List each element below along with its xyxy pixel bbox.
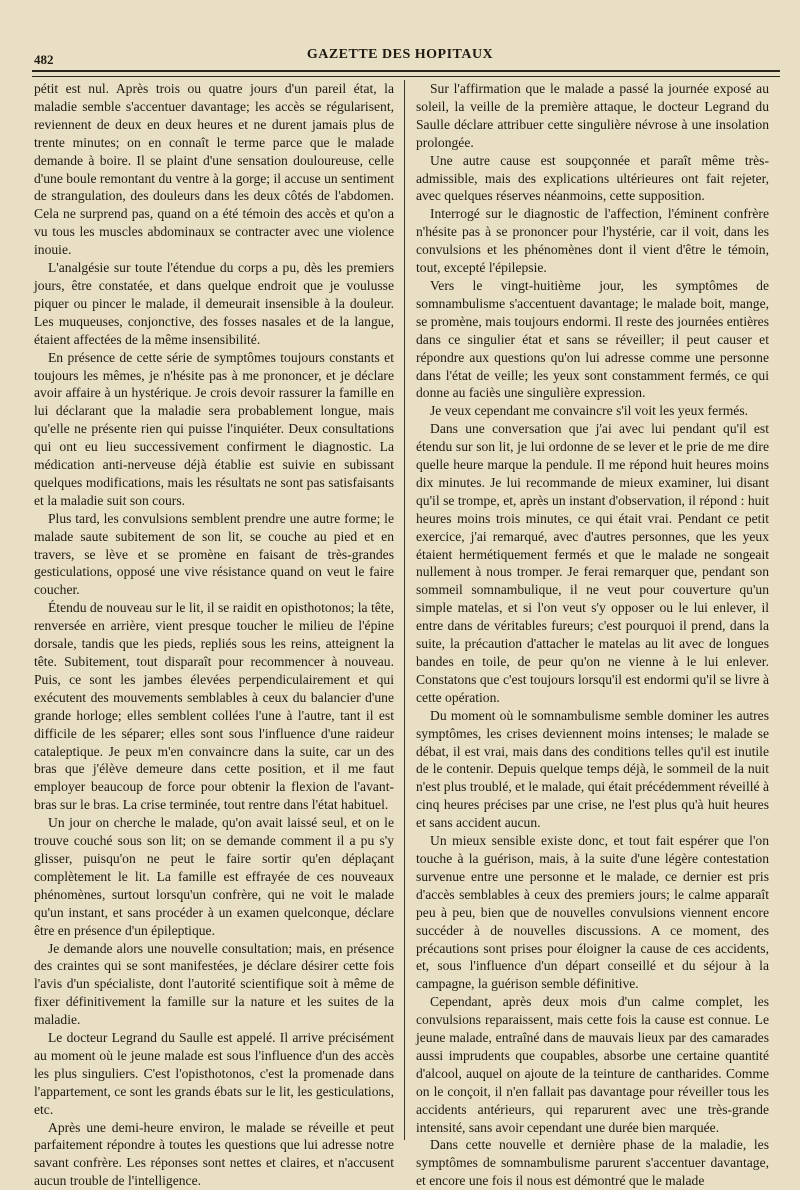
paragraph: Un mieux sensible existe donc, et tout fait espérer que l'on touche à la guérison, mais, à la suite d'une légère contestation survenue entre une personne et le malade, ce dernier est pris d'accès semblables à ceux des premiers jours; le calme apparaît peu à peu, bien que de nouvelles convulsions viennent encore succéder à de nouvelles discussions. A ce moment, des précautions sont prises pour éloigner la cause de ces accidents, et, sous l'influence d'un départ conseillé et du séjour à la campagne, la guérison semble définitive. (416, 833, 769, 992)
header-rule-thin (32, 76, 780, 77)
journal-title: GAZETTE DES HOPITAUX (306, 47, 494, 62)
paragraph: pétit est nul. Après trois ou quatre jours d'un pareil état, la maladie semble s'accentuer davantage; les accès se régularisent, reviennent de deux en deux heures et ne durent jamais plus de trente minutes; on en connaît le terme parce que le malade demande à boire. Il se plaint d'une sensation douloureuse, celle d'une boule remontant du ventre à la gorge; il accuse un sentiment de strangulation, des douleurs dans les deux côtés de l'abdomen. Cela ne surprend pas, quand on a été témoin des accès et qu'on a vu tous les muscles abdominaux se contracter avec une violence inouie. (34, 81, 394, 258)
paragraph: L'analgésie sur toute l'étendue du corps a pu, dès les premiers jours, être constatée, et dans quelque endroit que je voulusse piquer ou pincer le malade, il demeurait insensible à la douleur. Les muqueuses, conjonctive, des fosses nasales et de la langue, étaient affectées de la même insensibilité. (34, 260, 394, 347)
paragraph: Je veux cependant me convaincre s'il voit les yeux fermés. (430, 403, 749, 419)
paragraph: Du moment où le somnambulisme semble dominer les autres symptômes, les crises deviennent moins intenses; le malade se débat, il est vrai, mais dans des conditions telles qu'il est inutile de le contenir. Depuis quelque temps déjà, le sommeil de la nuit n'est plus troublé, et le malade, qui était précédemment réveillé à cinq heures précises par une crise, ne l'est plus qu'à huit heures et sans accident aucun. (416, 707, 769, 831)
paragraph: Dans cette nouvelle et dernière phase de la maladie, les symptômes de somnambulisme parurent s'accentuer davantage, et encore une fois il nous est démontré que le malade (416, 1137, 769, 1189)
paragraph: Interrogé sur le diagnostic de l'affection, l'éminent confrère n'hésite pas à se prononcer pour l'hystérie, car il voit, dans les convulsions et les phénomènes dont il vient d'être le témoin, tout, excepté l'épilepsie. (416, 206, 769, 276)
paragraph: Sur l'affirmation que le malade a passé la journée exposé au soleil, la veille de la première attaque, le docteur Legrand du Saulle déclare attribuer cette singulière névrose à une insolation prolongée. (416, 81, 769, 150)
paragraph: Vers le vingt-huitième jour, les symptômes de somnambulisme s'accentuent davantage; le malade boit, mange, se promène, mais toujours endormi. Il reste des journées entières dans ce singulier état et sans se réveiller; il peut causer et répondre aux questions qu'on lui adresse comme une personne dans l'état de veille; les yeux sont constamment fermés, ce qui donne au faciès une singulière expression. (416, 277, 769, 401)
paragraph: Une autre cause est soupçonnée et paraît même très-admissible, mais des explications ultérieures ont fait rejeter, avec quelques réserves néanmoins, cette supposition. (416, 152, 769, 204)
paragraph: Après une demi-heure environ, le malade se réveille et peut parfaitement répondre à toutes les questions que lui adresse notre savant confrère. Les réponses sont nettes et claires, et n'accusent aucun trouble de l'intelligence. (34, 1119, 394, 1189)
paragraph: Un jour on cherche le malade, qu'on avait laissé seul, et on le trouve couché sous son lit; on se demande comment il a pu s'y glisser, puisqu'on ne peut le faire sortir qu'en déplaçant complètement le lit. La famille est effrayée de ces nouveaux phénomènes, surtout lorsqu'un confrère, qui ne voit le malade qu'un instant, et sans procéder à un examen quelconque, déclare être en présence d'un épileptique. (34, 815, 394, 938)
right-column (416, 80, 769, 1190)
column-divider (404, 80, 405, 1140)
page-number: 482 (34, 52, 54, 67)
paragraph: Je demande alors une nouvelle consultation; mais, en présence des craintes qui se sont manifestées, je déclare désirer cette fois l'avis d'un spécialiste, dont l'autorité scientifique soit à même de fixer définitivement la famille sur la nature et les suites de la maladie. (34, 940, 394, 1028)
left-column (34, 80, 394, 1190)
paragraph: Le docteur Legrand du Saulle est appelé. Il arrive précisément au moment où le jeune malade est sous l'influence d'un des accès les plus singuliers. C'est l'opisthotonos, c'est la promenade dans l'appartement, ce sont les grands ébats sur le lit, les gesticulations, etc. (34, 1030, 394, 1117)
paragraph: En présence de cette série de symptômes toujours constants et toujours les mêmes, je n'hésite pas à me prononcer, et je déclare avoir affaire à un hystérique. Je crois devoir rassurer la famille en lui déclarant que la maladie sera probablement longue, mais qu'elle ne présente rien qui puisse l'inquiéter. Deux consultations qui ont eu lieu successivement confirment le diagnostic. La médication anti-nerveuse déjà établie est suivie en subissant quelques modifications, mais les résultats ne sont pas satisfaisants et la maladie suit son cours. (34, 349, 394, 508)
paragraph: Plus tard, les convulsions semblent prendre une autre forme; le malade saute subitement de son lit, se couche au pied et en travers, se lève et se promène en faisant de très-grandes gesticulations, opposé une vive résistance quand on veut le faire coucher. (34, 510, 394, 598)
paragraph: Cependant, après deux mois d'un calme complet, les convulsions reparaissent, mais cette fois la cause est connue. Le jeune malade, entraîné dans de mauvais lieux par des camarades aussi imprudents que coupables, absorbe une certaine quantité d'alcool, auquel on ajoute de la teinture de cantharides. Comme on le conçoit, il n'en fallait pas davantage pour réveiller tous les accidents antérieurs, qui reparurent avec une très-grande intensité, sans avoir cependant une durée bien marquée. (416, 994, 769, 1135)
header-rule-thick (32, 70, 780, 72)
paragraph: Étendu de nouveau sur le lit, il se raidit en opisthotonos; la tête, renversée en arrière, vient presque toucher le milieu de l'épine dorsale, tandis que les pieds, repliés sous les reins, atteignent la tête. Subitement, tout disparaît pour recommencer à nouveau. Puis, ce sont les jambes élevées perpendiculairement et qui exécutent des mouvements semblables à ceux du balancier d'une grande horloge; elles semblent collées l'une à l'autre, tant il est difficile de les séparer; elles sont sous l'influence d'une raideur cataleptique. Je peux m'en convaincre dans la suite, car un des bras que j'élève demeure dans cette position, et il me faut employer beaucoup de force pour obtenir la flexion de l'avant-bras sur le bras. La crise terminée, tout rentre dans l'état habituel. (34, 600, 394, 813)
paragraph: Dans une conversation que j'ai avec lui pendant qu'il est étendu sur son lit, je lui ordonne de se lever et le prie de me dire quelle heure marque la pendule. Il me répond huit heures moins dix minutes. Je lui recommande de mieux examiner, lui disant qu'il se trompe, et, après un instant d'observation, il répond : huit heures moins trois minutes, ce qui était vrai. Pendant ce petit exercice, j'ai remarqué, avec d'autres personnes, que les yeux étaient hermétiquement fermés et que le malade ne songeait nullement à nous tromper. Je ferai remarquer que, pendant son sommeil somnambulique, il ne veut pour couverture qu'un simple matelas, et si l'on veut s'y opposer ou le lui enlever, il entre dans de véritables fureurs; c'est pourquoi il prend, dans la suite, la précaution d'attacher le matelas au lit avec de longues bandes en toile, de peur qu'on ne vienne à le lui enlever. Constatons que c'est toujours lorsqu'il est endormi qu'il se livre à cette opération. (416, 421, 769, 705)
